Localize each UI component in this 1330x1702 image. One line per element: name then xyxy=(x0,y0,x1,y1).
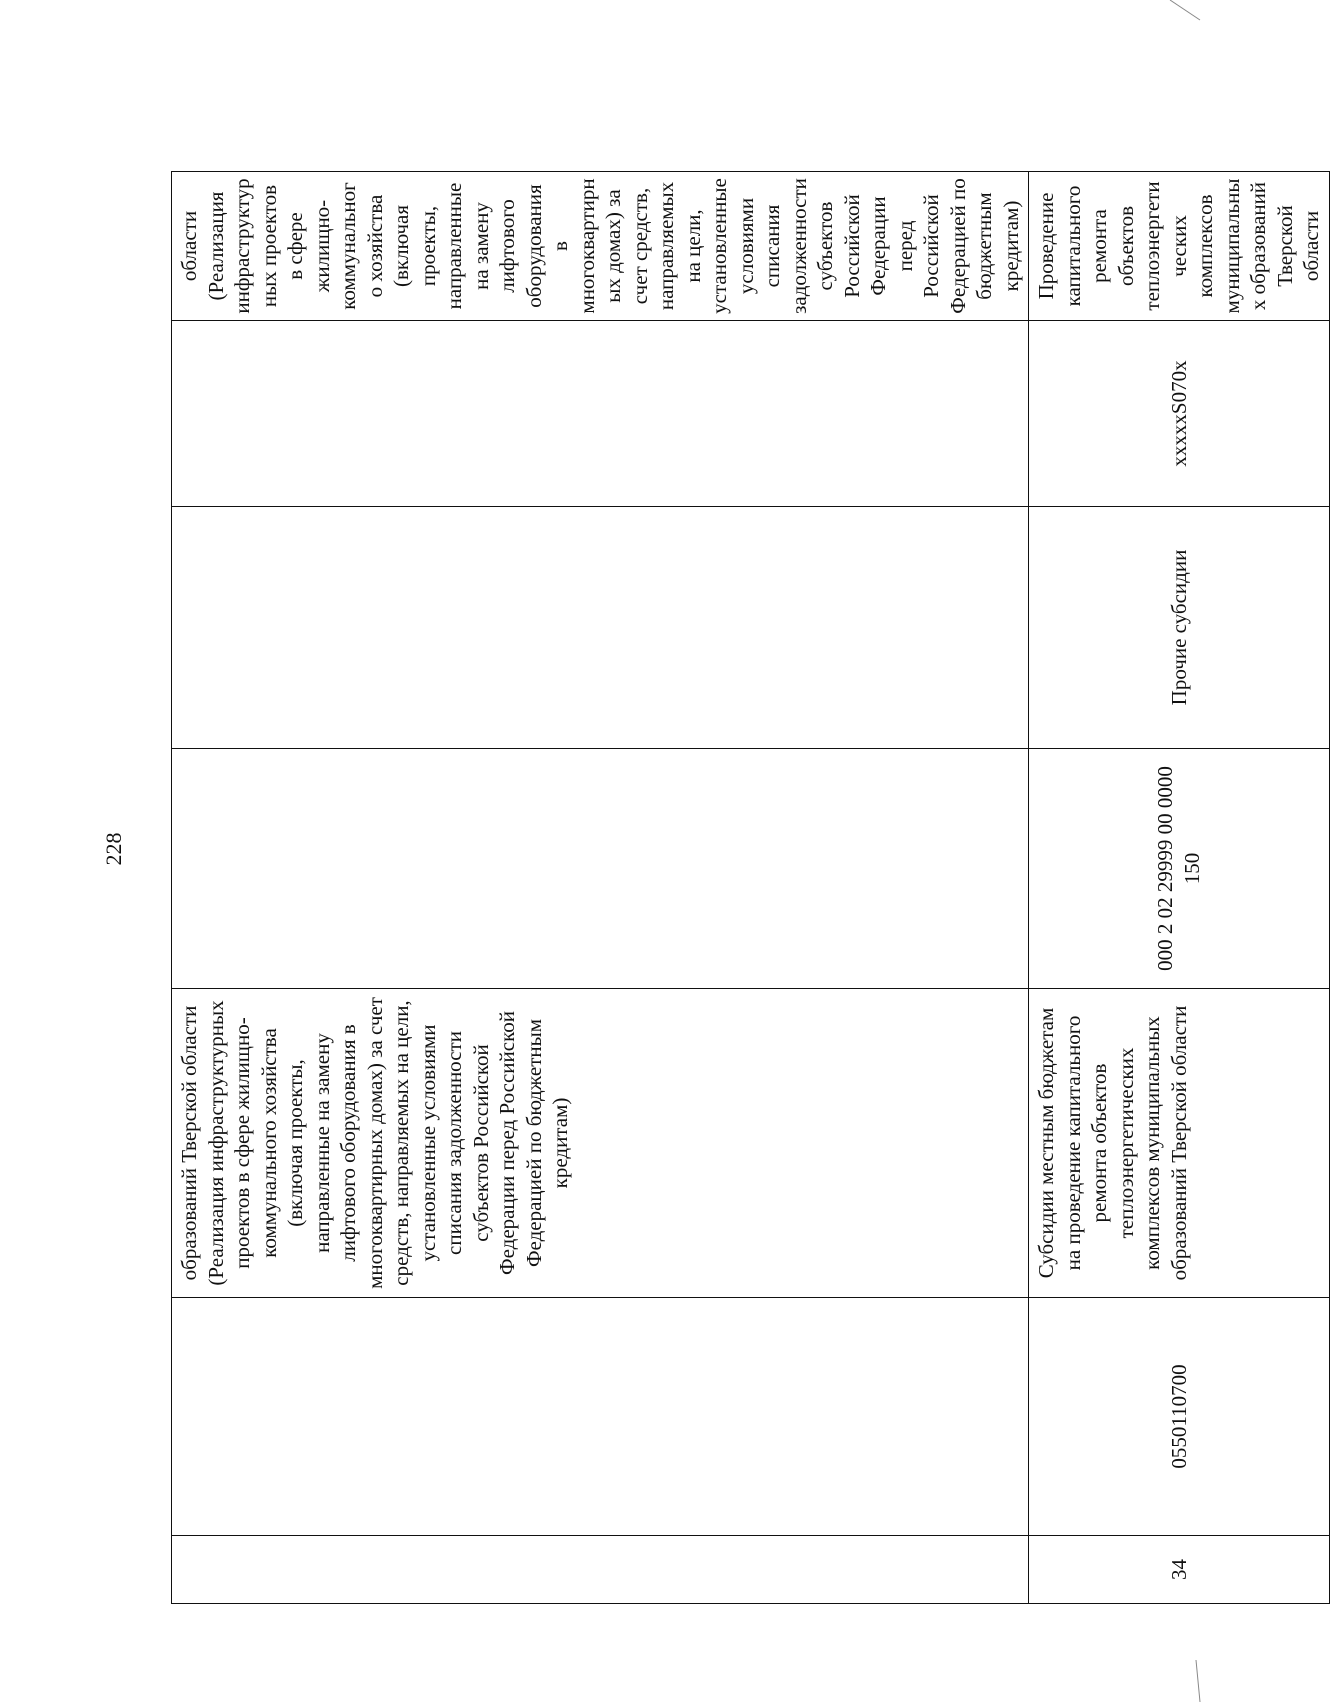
row-number-cell xyxy=(172,1536,1029,1604)
table-row xyxy=(1029,172,1330,1604)
target-name-cell: Проведение капитального ремонта объектов теплоэнергетических комплексов муниципальных образований Тверской области xyxy=(1029,172,1330,321)
kbk-cell: 000 2 02 29999 00 0000 150 xyxy=(1029,749,1330,989)
subsidy-name-cell: Субсидии местным бюджетам на проведение капитального ремонта объектов теплоэнергетических комплексов муниципальных образований Тверской области xyxy=(1029,989,1330,1298)
kbk-name-cell xyxy=(172,507,1029,749)
code-cell xyxy=(172,1298,1029,1536)
kbk-name-cell: Прочие субсидии xyxy=(1029,507,1330,749)
table-row xyxy=(172,172,1029,1604)
target-code-cell: xxxxxS070x xyxy=(1029,321,1330,507)
target-name-cell: области (Реализация инфраструктурных проектов в сфере жилищно-коммунального хозяйства (включая проекты, направленные на замену лифтового оборудования в многоквартирных домах) за счет средств, направляемых на цели, установленные условиями списания задолженности субъектов Российской Федерации перед Российской Федерацией по бюджетным кредитам) xyxy=(172,172,1029,321)
kbk-cell xyxy=(172,749,1029,989)
code-cell: 0550110700 xyxy=(1029,1298,1330,1536)
page-number: 228 xyxy=(101,832,126,866)
budget-table xyxy=(171,171,1330,1604)
subsidy-name-cell: образований Тверской области (Реализация инфраструктурных проектов в сфере жилищно-коммунального хозяйства (включая проекты, направленные на замену лифтового оборудования в многоквартирных домах) за счет средств, направляемых на цели, установленные условиями списания задолженности субъектов Российской Федерации перед Российской Федерацией по бюджетным кредитам) xyxy=(172,989,1029,1298)
row-number-cell: 34 xyxy=(1029,1536,1330,1604)
budget-table-wrapper xyxy=(171,172,1323,1604)
target-code-cell xyxy=(172,321,1029,507)
